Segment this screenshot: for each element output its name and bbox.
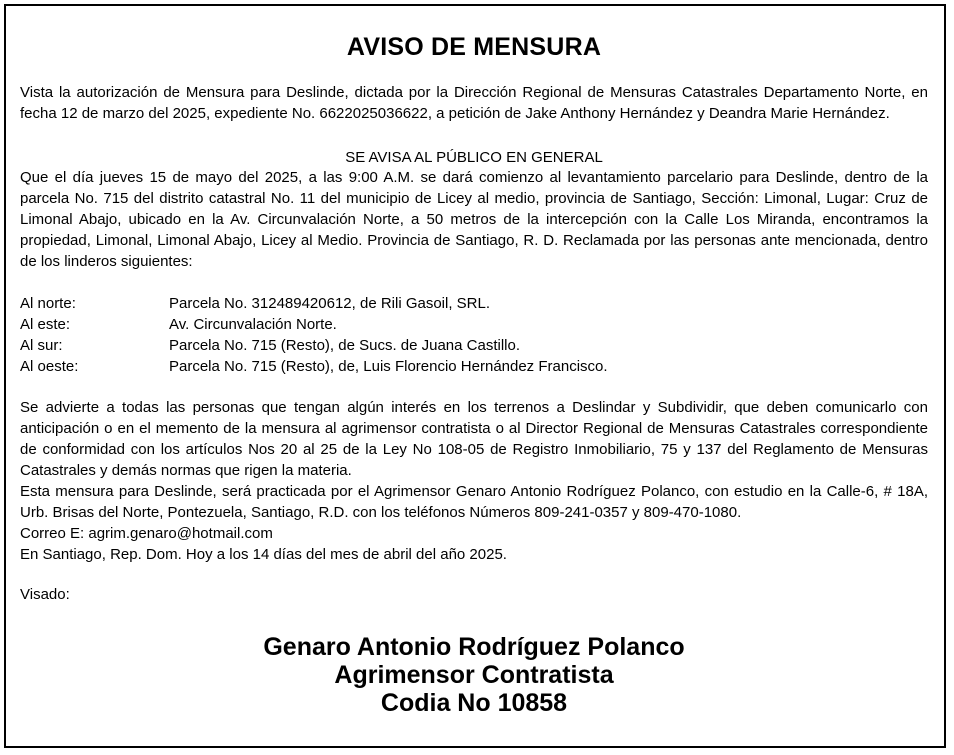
boundary-direction: Al norte: xyxy=(20,295,76,312)
warning-paragraph: Se advierte a todas las personas que tengan algún interés en los terrenos a Deslindar y Subdividir, que deben comunicarlo con anticipación o en el memento de la mensura al agrimensor contratista o al Director Regional de Mensuras Catastrales correspondiente de conformidad con los artículos Nos 20 al 25 de la Ley No 108-05 de Registro Inmobiliario, 75 y 137 del Reglamento de Mensuras Catastrales y demás normas que rigen la materia. xyxy=(20,399,928,479)
event-paragraph: Que el día jueves 15 de mayo del 2025, a las 9:00 A.M. se dará comienzo al levantamiento parcelario para Deslinde, dentro de la parcela No. 715 del distrito catastral No. 11 del municipio de Licey al medio, provincia de Santiago, Sección: Limonal, Lugar: Cruz de Limonal Abajo, ubicado en la Av. Circunvalación Norte, a 50 metros de la intercepción con la Calle Los Miranda, encontramos la propiedad, Limonal, Limonal Abajo, Licey al Medio. Provincia de Santiago, R. D. Reclamada por las personas ante mencionada, dentro de los linderos siguientes: xyxy=(20,169,928,270)
boundary-row-north xyxy=(20,293,608,314)
boundaries-table xyxy=(20,293,608,377)
boundary-value: Parcela No. 715 (Resto), de, Luis Florencio Hernández Francisco. xyxy=(169,358,608,375)
signature-role: Agrimensor Contratista xyxy=(334,661,614,689)
intro-paragraph: Vista la autorización de Mensura para Deslinde, dictada por la Dirección Regional de Mensuras Catastrales Departamento Norte, en fecha 12 de marzo del 2025, expediente No. 6622025036622, a petición de Jake Anthony Hernández y Deandra Marie Hernández. xyxy=(20,84,928,122)
boundary-row-west xyxy=(20,356,608,377)
signature-block xyxy=(20,633,928,717)
notice-title: AVISO DE MENSURA xyxy=(346,33,602,61)
boundary-value: Parcela No. 715 (Resto), de Sucs. de Juana Castillo. xyxy=(169,337,521,354)
notice-frame xyxy=(4,4,946,748)
boundary-value: Parcela No. 312489420612, de Rili Gasoil, SRL. xyxy=(169,295,491,312)
boundary-direction: Al sur: xyxy=(20,337,63,354)
email-line: Correo E: agrim.genaro@hotmail.com xyxy=(20,525,273,542)
boundary-row-east xyxy=(20,314,608,335)
boundary-value: Av. Circunvalación Norte. xyxy=(169,316,337,333)
boundary-direction: Al este: xyxy=(20,316,71,333)
place-date-line: En Santiago, Rep. Dom. Hoy a los 14 días del mes de abril del año 2025. xyxy=(20,546,507,563)
visado-label: Visado: xyxy=(20,586,70,603)
signature-name: Genaro Antonio Rodríguez Polanco xyxy=(263,633,685,661)
signature-codia: Codia No 10858 xyxy=(380,689,568,717)
public-notice-heading: SE AVISA AL PÚBLICO EN GENERAL xyxy=(345,149,603,166)
boundary-direction: Al oeste: xyxy=(20,358,79,375)
boundary-row-south xyxy=(20,335,608,356)
practiced-by-paragraph: Esta mensura para Deslinde, será practicada por el Agrimensor Genaro Antonio Rodríguez Polanco, con estudio en la Calle-6, # 18A, Urb. Brisas del Norte, Pontezuela, Santiago, R.D. con los teléfonos Números 809-241-0357 y 809-470-1080. xyxy=(20,483,928,521)
